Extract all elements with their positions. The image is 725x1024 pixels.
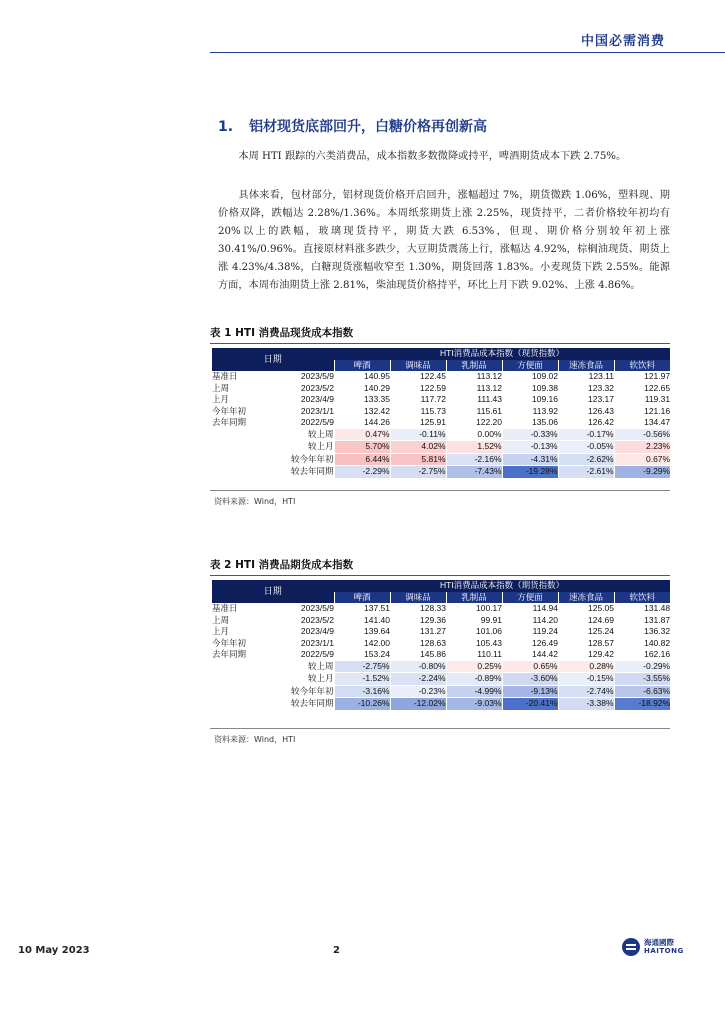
index-value-cell: 123.17 <box>588 394 615 404</box>
row-label: 基准日 <box>212 371 238 381</box>
index-value-cell: 99.91 <box>480 614 503 625</box>
change-value-cell: -0.11% <box>390 429 446 441</box>
change-value-cell: 5.70% <box>334 441 390 454</box>
change-value-cell: 0.47% <box>334 429 390 441</box>
index-value-cell: 100.17 <box>476 603 503 613</box>
change-value-cell: -18.92% <box>614 698 670 711</box>
table-row <box>212 394 670 406</box>
index-value-cell: 126.43 <box>588 405 615 416</box>
page-header-title: 中国必需消费 <box>580 34 665 49</box>
logo-english-name: HAITONG <box>644 947 684 955</box>
table2-corner-date: 日期 <box>212 580 334 603</box>
change-value-cell: -3.55% <box>614 673 670 686</box>
row-label: 去年同期 <box>212 417 247 427</box>
change-value-cell: -12.02% <box>390 698 446 711</box>
change-row-label: 较今年年初 <box>291 453 334 464</box>
index-value-cell: 140.82 <box>644 637 671 648</box>
change-row-label: 较今年年初 <box>291 685 334 696</box>
index-value-cell: 125.24 <box>588 626 615 636</box>
change-value-cell: -0.89% <box>446 673 502 686</box>
column-header: 调味品 <box>390 592 446 604</box>
row-label: 上周 <box>212 614 230 625</box>
table2-group-header: HTI消费品成本指数（期货指数） <box>334 580 670 592</box>
change-value-cell: -1.52% <box>334 673 390 686</box>
row-date: 2023/5/9 <box>300 603 335 613</box>
table2-source-rule <box>210 728 670 729</box>
change-row <box>212 453 670 466</box>
index-value-cell: 105.43 <box>476 637 503 648</box>
change-value-cell: -0.13% <box>502 441 558 454</box>
row-label: 上月 <box>212 394 230 404</box>
row-label: 今年年初 <box>212 637 247 648</box>
change-value-cell: -10.26% <box>334 698 390 711</box>
change-row-label: 较上月 <box>308 673 334 683</box>
change-value-cell: -3.60% <box>502 673 558 686</box>
change-row-label: 较去年同期 <box>291 466 334 476</box>
footer-date: 10 May 2023 <box>18 945 90 956</box>
column-header: 方便面 <box>502 360 558 372</box>
change-value-cell: -2.75% <box>334 661 390 673</box>
table-row <box>212 615 670 627</box>
change-row <box>212 429 670 441</box>
index-value-cell: 126.42 <box>588 417 615 427</box>
table2-title: 表 2 HTI 消费品期货成本指数 <box>210 559 354 571</box>
paragraph-summary: 本周 HTI 跟踪的六类消费品，成本指数多数微降或持平，啤酒期货成本下跌 2.75%。 <box>238 151 627 162</box>
column-header: 啤酒 <box>334 360 390 372</box>
logo-chinese-name: 海通國際 <box>644 938 674 947</box>
change-value-cell: 2.23% <box>614 441 670 454</box>
index-value-cell: 140.29 <box>364 382 391 393</box>
index-value-cell: 110.11 <box>477 649 503 659</box>
row-date: 2023/4/9 <box>300 394 335 404</box>
haitong-logo-icon <box>622 938 640 956</box>
table1-corner-date: 日期 <box>212 348 334 371</box>
index-value-cell: 121.97 <box>644 371 671 381</box>
change-value-cell: -4.99% <box>446 685 502 698</box>
index-value-cell: 140.95 <box>364 371 391 381</box>
change-value-cell: 1.52% <box>446 441 502 454</box>
change-value-cell: -0.80% <box>390 661 446 673</box>
change-value-cell: -2.74% <box>558 685 614 698</box>
index-value-cell: 128.33 <box>420 603 447 613</box>
index-value-cell: 109.02 <box>532 371 559 381</box>
change-value-cell: -9.03% <box>446 698 502 711</box>
change-value-cell: -0.33% <box>502 429 558 441</box>
section-heading <box>218 116 487 136</box>
index-value-cell: 139.64 <box>364 626 391 636</box>
change-value-cell: 6.44% <box>334 453 390 466</box>
change-value-cell: -9.13% <box>502 685 558 698</box>
row-date: 2022/5/9 <box>300 649 335 659</box>
index-value-cell: 128.57 <box>588 637 615 648</box>
index-value-cell: 115.61 <box>476 405 503 416</box>
index-value-cell: 123.32 <box>588 382 615 393</box>
index-value-cell: 145.86 <box>420 649 447 659</box>
index-value-cell: 126.49 <box>532 637 559 648</box>
change-row <box>212 673 670 686</box>
header-rule <box>210 52 725 53</box>
change-value-cell: 0.25% <box>446 661 502 673</box>
index-value-cell: 124.69 <box>588 614 615 625</box>
table1-title: 表 1 HTI 消费品现货成本指数 <box>210 327 354 339</box>
index-value-cell: 117.72 <box>420 394 447 404</box>
index-value-cell: 113.12 <box>476 371 503 381</box>
table-row <box>212 626 670 638</box>
change-value-cell: -6.63% <box>614 685 670 698</box>
change-value-cell: 5.81% <box>390 453 446 466</box>
index-value-cell: 114.20 <box>532 614 559 625</box>
index-value-cell: 113.12 <box>476 382 503 393</box>
index-value-cell: 122.65 <box>644 382 671 393</box>
table-row <box>212 406 670 418</box>
table-row <box>212 417 670 429</box>
index-value-cell: 129.36 <box>420 614 447 625</box>
change-value-cell: -0.56% <box>614 429 670 441</box>
row-label: 去年同期 <box>212 649 247 659</box>
index-value-cell: 134.47 <box>644 417 671 427</box>
change-value-cell: -0.29% <box>614 661 670 673</box>
index-value-cell: 113.92 <box>532 405 559 416</box>
column-header: 软饮料 <box>614 592 670 604</box>
table2-futures-cost-index <box>212 580 670 711</box>
haitong-logo <box>622 938 684 956</box>
change-row <box>212 661 670 673</box>
section-title: 铝材现货底部回升，白糖价格再创新高 <box>249 119 488 135</box>
row-date: 2023/5/2 <box>300 382 335 393</box>
index-value-cell: 121.16 <box>644 405 671 416</box>
change-value-cell: -0.15% <box>558 673 614 686</box>
index-value-cell: 141.40 <box>364 614 391 625</box>
column-header: 方便面 <box>502 592 558 604</box>
change-value-cell: -9.29% <box>614 466 670 479</box>
table-row <box>212 638 670 650</box>
change-row <box>212 698 670 711</box>
change-row-label: 较上周 <box>308 428 334 439</box>
change-row-label: 较上周 <box>308 660 334 671</box>
row-label: 上月 <box>212 626 230 636</box>
change-row <box>212 441 670 454</box>
row-date: 2023/5/2 <box>300 614 335 625</box>
row-date: 2022/5/9 <box>300 417 335 427</box>
table1-spot-cost-index <box>212 348 670 479</box>
paragraph-detail: 具体来看，包材部分，铝材现货价格开启回升，涨幅超过 7%，期货微跌 1.06%，塑料现、期价格双降，跌幅达 2.28%/1.36%。本周纸浆期货上涨 2.25%，现货持平，二者价格较年初均有 20%以上的跌幅，玻璃现货持平，期货大跌 6.53%，但现、期价格分别较年初上涨 30.41%/0.96%。直接原材料涨多跌少，大豆期货震荡上行，涨幅达 4.92%，棕榈油现货、期货上涨 4.23%/4.38%，白糖现货涨幅收窄至 1.30%，期货回落 1.83%。小麦现货下跌 2.55%。能源方面，本周布油期货上涨 2.81%，柴油现货价格持平，环比上月下跌 9.02%、上涨 4.86%。 <box>218 190 670 291</box>
index-value-cell: 125.91 <box>420 417 447 427</box>
column-header: 乳制品 <box>446 360 502 372</box>
table2-body <box>212 603 670 710</box>
column-header: 啤酒 <box>334 592 390 604</box>
section-number: 1. <box>218 119 234 135</box>
index-value-cell: 101.06 <box>476 626 503 636</box>
change-row <box>212 466 670 479</box>
row-date: 2023/4/9 <box>300 626 335 636</box>
row-label: 上周 <box>212 382 230 393</box>
change-value-cell: -2.29% <box>334 466 390 479</box>
row-date: 2023/1/1 <box>300 637 335 648</box>
index-value-cell: 131.87 <box>644 614 671 625</box>
change-value-cell: -2.75% <box>390 466 446 479</box>
index-value-cell: 153.24 <box>364 649 391 659</box>
index-value-cell: 131.48 <box>644 603 671 613</box>
index-value-cell: 125.05 <box>588 603 615 613</box>
index-value-cell: 136.32 <box>644 626 671 636</box>
page-number: 2 <box>333 945 340 956</box>
index-value-cell: 142.00 <box>364 637 391 648</box>
index-value-cell: 131.27 <box>420 626 447 636</box>
row-date: 2023/1/1 <box>300 405 335 416</box>
change-value-cell: -3.38% <box>558 698 614 711</box>
table1-source-rule <box>210 490 670 491</box>
row-label: 基准日 <box>212 603 238 613</box>
change-value-cell: -2.24% <box>390 673 446 686</box>
index-value-cell: 137.51 <box>364 603 391 613</box>
index-value-cell: 123.11 <box>588 371 615 381</box>
change-value-cell: 0.67% <box>614 453 670 466</box>
change-value-cell: -2.16% <box>446 453 502 466</box>
change-row <box>212 685 670 698</box>
row-date: 2023/5/9 <box>300 371 335 381</box>
index-value-cell: 122.59 <box>420 382 447 393</box>
column-header: 调味品 <box>390 360 446 372</box>
change-row-label: 较上月 <box>308 441 334 451</box>
index-value-cell: 162.16 <box>644 649 671 659</box>
change-value-cell: 4.02% <box>390 441 446 454</box>
index-value-cell: 133.35 <box>364 394 391 404</box>
index-value-cell: 122.45 <box>420 371 447 381</box>
index-value-cell: 115.73 <box>420 405 447 416</box>
table-row <box>212 383 670 395</box>
column-header: 速冻食品 <box>558 592 614 604</box>
change-value-cell: -0.23% <box>390 685 446 698</box>
change-value-cell: -20.41% <box>502 698 558 711</box>
index-value-cell: 128.63 <box>420 637 447 648</box>
index-value-cell: 144.42 <box>532 649 559 659</box>
change-value-cell: 0.28% <box>558 661 614 673</box>
index-value-cell: 135.06 <box>532 417 559 427</box>
table2-title-rule <box>210 575 670 576</box>
index-value-cell: 122.20 <box>476 417 503 427</box>
change-row-label: 较去年同期 <box>291 698 334 708</box>
index-value-cell: 129.42 <box>588 649 615 659</box>
change-value-cell: -19.28% <box>502 466 558 479</box>
table-row <box>212 649 670 661</box>
index-value-cell: 111.43 <box>477 394 503 404</box>
index-value-cell: 119.24 <box>532 626 559 636</box>
change-value-cell: -2.62% <box>558 453 614 466</box>
index-value-cell: 144.26 <box>364 417 391 427</box>
index-value-cell: 109.38 <box>532 382 559 393</box>
table1-title-rule <box>210 343 670 344</box>
change-value-cell: -2.61% <box>558 466 614 479</box>
change-value-cell: 0.00% <box>446 429 502 441</box>
change-value-cell: -3.16% <box>334 685 390 698</box>
column-header: 乳制品 <box>446 592 502 604</box>
column-header: 软饮料 <box>614 360 670 372</box>
table1-group-header: HTI消费品成本指数（现货指数） <box>334 348 670 360</box>
column-header: 速冻食品 <box>558 360 614 372</box>
change-value-cell: -7.43% <box>446 466 502 479</box>
table1-body <box>212 371 670 478</box>
row-label: 今年年初 <box>212 405 247 416</box>
index-value-cell: 114.94 <box>532 603 559 613</box>
table1-source: 资料来源：Wind，HTI <box>214 497 296 506</box>
index-value-cell: 132.42 <box>364 405 391 416</box>
table-row <box>212 371 670 383</box>
table-row <box>212 603 670 615</box>
change-value-cell: -0.17% <box>558 429 614 441</box>
change-value-cell: -4.31% <box>502 453 558 466</box>
change-value-cell: 0.65% <box>502 661 558 673</box>
change-value-cell: -0.05% <box>558 441 614 454</box>
index-value-cell: 119.31 <box>644 394 671 404</box>
table2-source: 资料来源：Wind，HTI <box>214 735 296 744</box>
index-value-cell: 109.16 <box>532 394 559 404</box>
